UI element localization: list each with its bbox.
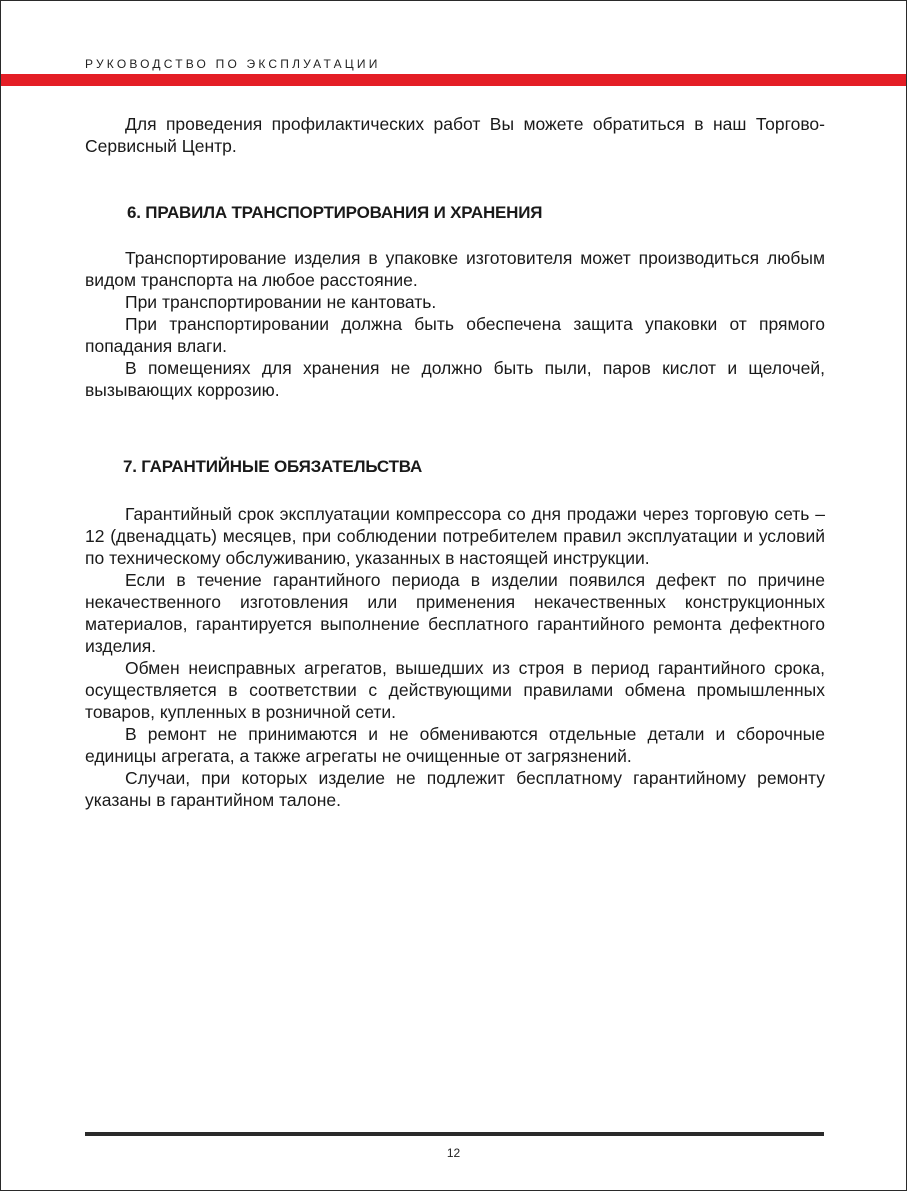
section-7-paragraph: В ремонт не принимаются и не обмениваются отдельные детали и сборочные единицы агрегата, а также агрегаты не очищенные от загрязнений. xyxy=(85,724,825,766)
section-6-heading: 6. ПРАВИЛА ТРАНСПОРТИРОВАНИЯ И ХРАНЕНИЯ xyxy=(127,203,543,222)
section-6-paragraph: Транспортирование изделия в упаковке изготовителя может производиться любым видом транспорта на любое расстояние. xyxy=(85,248,825,290)
section-6-paragraph: При транспортировании не кантовать. xyxy=(125,292,437,312)
section-7-paragraph: Случаи, при которых изделие не подлежит бесплатному гарантийному ремонту указаны в гарантийном талоне. xyxy=(85,768,825,810)
section-7-paragraph: Гарантийный срок эксплуатации компрессора со дня продажи через торговую сеть – 12 (двенадцать) месяцев, при соблюдении потребителем правил эксплуатации и условий по техническому обслуживанию, указанных в настоящей инструкции. xyxy=(85,504,825,568)
section-7-heading: 7. ГАРАНТИЙНЫЕ ОБЯЗАТЕЛЬСТВА xyxy=(123,457,423,476)
page-number: 12 xyxy=(446,1146,461,1160)
header-accent-bar xyxy=(1,74,906,86)
section-7-paragraph: Если в течение гарантийного периода в изделии появился дефект по причине некачественного изготовления или применения некачественных конструкционных материалов, гарантируется выполнение бесплатного гарантийного ремонта дефектного изделия. xyxy=(85,570,825,656)
footer-rule xyxy=(85,1132,824,1136)
page-content xyxy=(85,113,825,811)
section-7-paragraph: Обмен неисправных агрегатов, вышедших из строя в период гарантийного срока, осуществляется в соответствии с действующими правилами обмена промышленных товаров, купленных в розничной сети. xyxy=(85,658,825,722)
section-6-paragraph: При транспортировании должна быть обеспечена защита упаковки от прямого попадания влаги. xyxy=(85,314,825,356)
running-header: РУКОВОДСТВО ПО ЭКСПЛУАТАЦИИ xyxy=(85,57,381,71)
intro-paragraph: Для проведения профилактических работ Вы можете обратиться в наш Торгово-Сервисный Центр. xyxy=(85,114,825,156)
section-6-paragraph: В помещениях для хранения не должно быть пыли, паров кислот и щелочей, вызывающих коррозию. xyxy=(85,358,825,400)
